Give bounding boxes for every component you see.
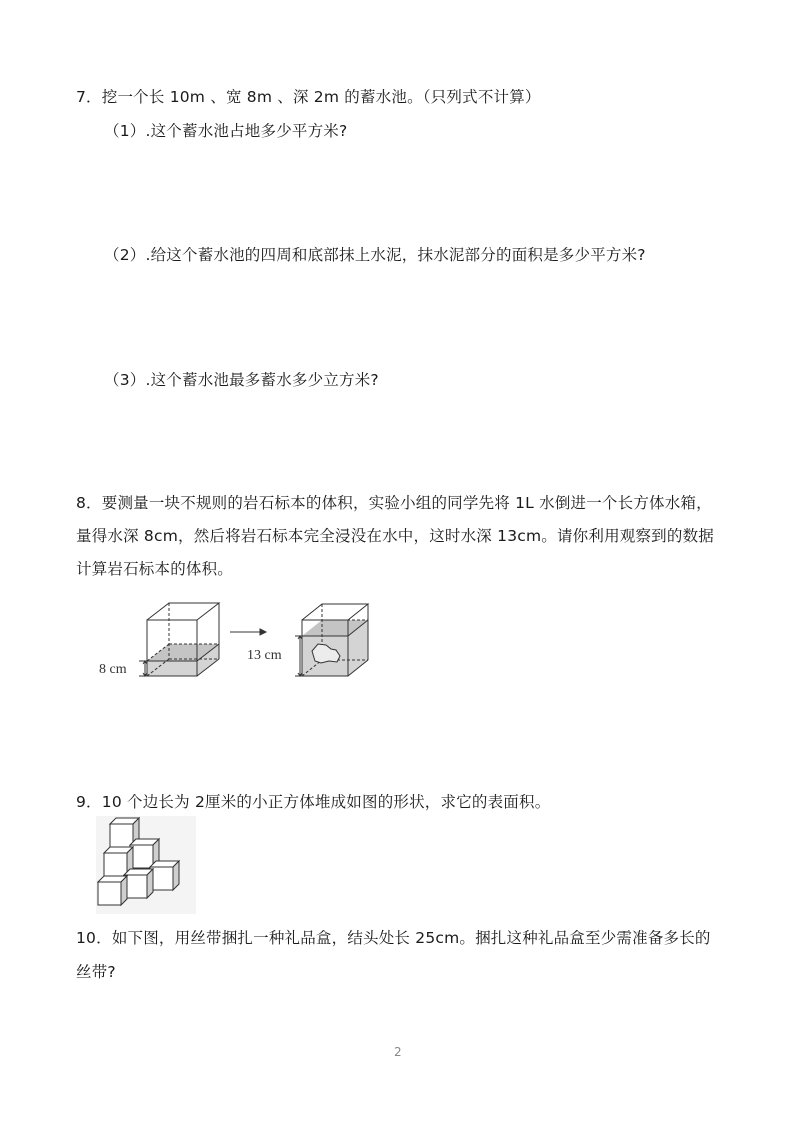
question-7-part-1: （1）.这个蓄水池占地多少平方米? <box>104 122 348 140</box>
question-7-part-3: （3）.这个蓄水池最多蓄水多少立方米? <box>104 371 379 389</box>
right-depth-label: 13 cm <box>247 648 282 663</box>
question-9-stem: 9．10 个边长为 2厘米的小正方体堆成如图的形状，求它的表面积。 <box>76 793 551 811</box>
stacked-cubes-figure <box>96 816 196 914</box>
question-10-line-1: 10．如下图，用丝带捆扎一种礼品盒，结头处长 25cm。捆扎这种礼品盒至少需准备多长的 <box>76 929 711 947</box>
question-8-line-2: 量得水深 8cm，然后将岩石标本完全浸没在水中，这时水深 13cm。请你利用观察到的数据 <box>76 527 714 545</box>
water-tank-figure <box>95 595 385 690</box>
question-8-line-1: 8．要测量一块不规则的岩石标本的体积，实验小组的同学先将 1L 水倒进一个长方体水箱， <box>76 494 712 512</box>
question-7-part-2: （2）.给这个蓄水池的四周和底部抹上水泥，抹水泥部分的面积是多少平方米? <box>104 246 646 264</box>
page-number: 2 <box>394 1045 402 1059</box>
question-8-line-3: 计算岩石标本的体积。 <box>76 560 234 578</box>
question-7-stem: 7．挖一个长 10m 、宽 8m 、深 2m 的蓄水池。（只列式不计算） <box>76 88 541 106</box>
question-10-line-2: 丝带? <box>76 963 116 981</box>
left-depth-label: 8 cm <box>99 662 127 677</box>
